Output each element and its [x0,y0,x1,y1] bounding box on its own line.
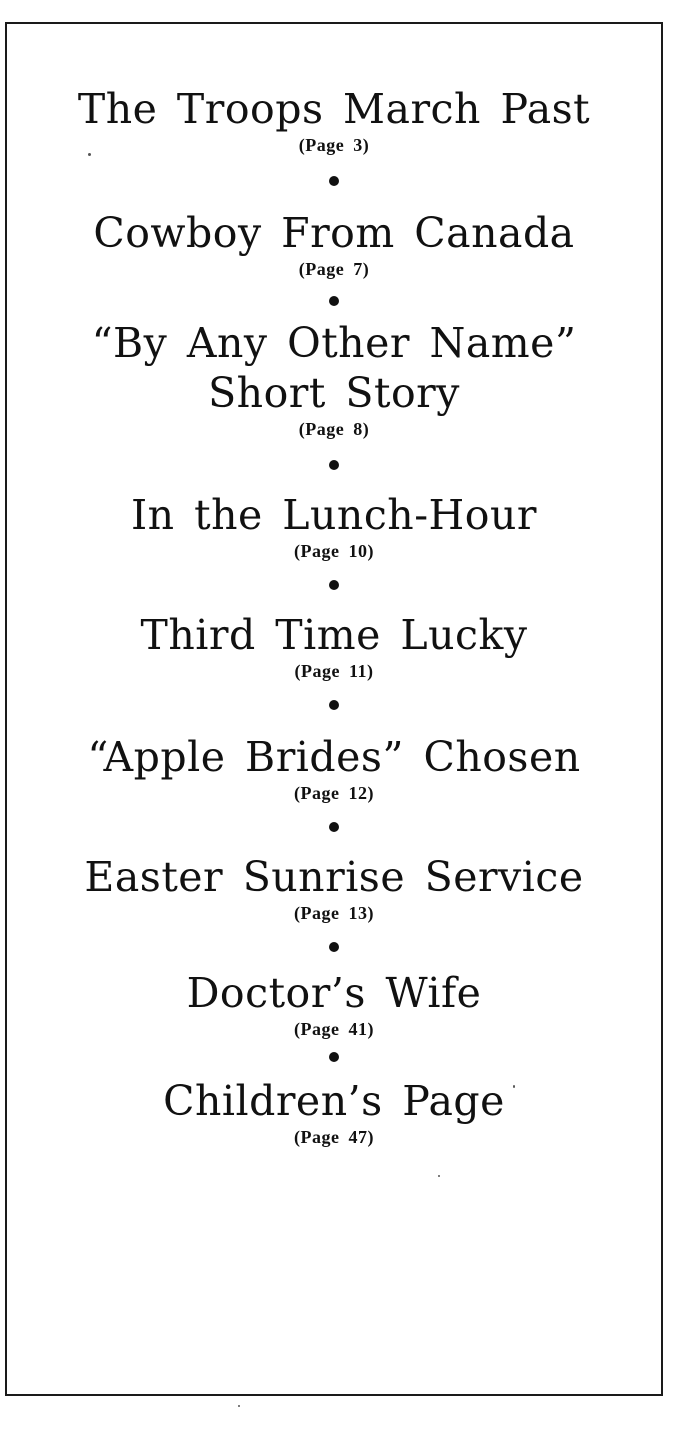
toc-entry-lunch-hour [5,490,663,562]
entry-title: Easter Sunrise Service [84,853,584,901]
toc-entry-childrens-page [5,1076,663,1148]
entry-page-ref: (Page 13) [294,903,374,923]
separator-bullet [329,942,339,952]
print-speck [513,1085,515,1088]
toc-entry-apple-brides [5,732,663,804]
separator-bullet [329,580,339,590]
toc-entry-cowboy-from-canada [5,208,663,280]
entry-title: “By Any Other Name” [91,319,577,367]
separator-bullet [329,296,339,306]
entry-subtitle: Short Story [208,369,460,417]
entry-page-ref: (Page 41) [294,1019,374,1039]
entry-page-ref: (Page 8) [298,419,370,439]
entry-page-ref: (Page 7) [298,259,370,279]
entry-title: Children’s Page [163,1077,505,1125]
entry-page-ref: (Page 11) [294,661,374,681]
separator-bullet [329,1052,339,1062]
entry-title: Third Time Lucky [140,611,528,659]
print-speck [238,1405,240,1407]
entry-title: Cowboy From Canada [93,209,575,257]
table-of-contents [5,22,663,1396]
toc-entry-by-any-other-name [5,318,663,440]
entry-title: Doctor’s Wife [186,969,482,1017]
entry-page-ref: (Page 3) [298,135,370,155]
entry-title: In the Lunch-Hour [130,491,538,539]
toc-entry-doctors-wife [5,968,663,1040]
print-speck [88,153,91,156]
entry-page-ref: (Page 47) [294,1127,374,1147]
entry-page-ref: (Page 12) [294,783,374,803]
separator-bullet [329,822,339,832]
entry-page-ref: (Page 10) [294,541,374,561]
separator-bullet [329,700,339,710]
toc-entry-troops-march-past [5,84,663,156]
toc-entry-third-time-lucky [5,610,663,682]
print-speck [438,1175,440,1177]
separator-bullet [329,460,339,470]
entry-title: “Apple Brides” Chosen [87,733,581,781]
entry-title: The Troops March Past [77,85,591,133]
toc-entry-easter-sunrise [5,852,663,924]
separator-bullet [329,176,339,186]
